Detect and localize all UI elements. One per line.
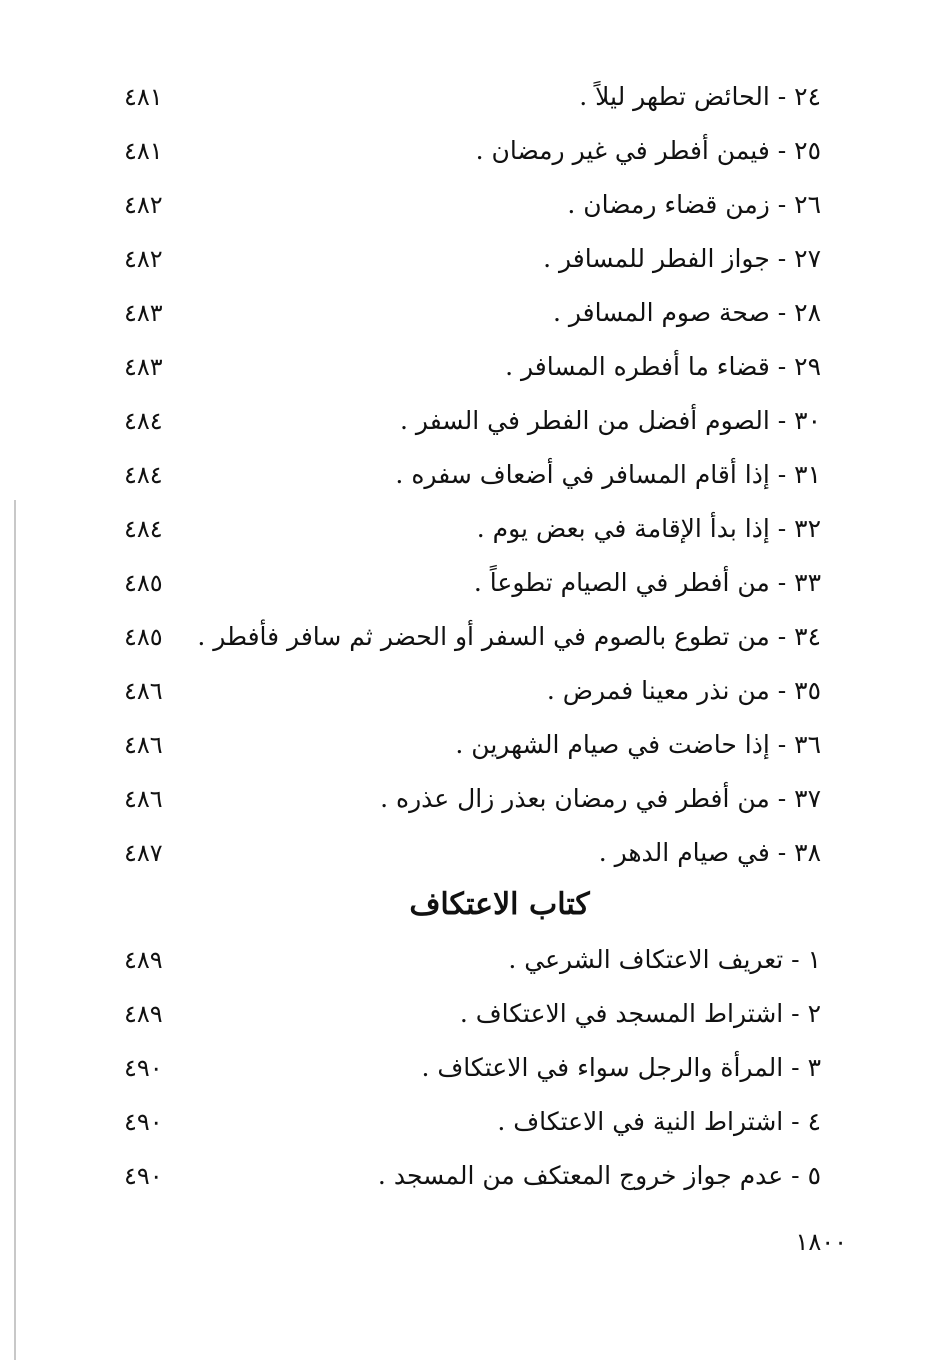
toc-entry-label: ٤ - اشتراط النية في الاعتكاف .: [497, 1107, 821, 1136]
toc-entry-label: ٣٧ - من أفطر في رمضان بعذر زال عذره .: [380, 784, 821, 813]
toc-entry-label: ٢٨ - صحة صوم المسافر .: [552, 298, 821, 327]
toc-entry-label: ١ - تعريف الاعتكاف الشرعي .: [508, 945, 821, 974]
toc-entry-page: ٤٨٥: [124, 622, 163, 651]
toc-entry-page: ٤٨٣: [124, 298, 163, 327]
toc-entry-page: ٤٨٤: [124, 514, 163, 543]
toc-entry: [0, 987, 939, 1041]
toc-entry: [0, 826, 939, 880]
toc-entry: [0, 178, 939, 232]
toc-entry: [0, 1041, 939, 1095]
toc-entry: [0, 1149, 939, 1203]
toc-entry: [0, 502, 939, 556]
toc-entry: [0, 933, 939, 987]
toc-entry: [0, 232, 939, 286]
toc-entry-page: ٤٩٠: [124, 1053, 163, 1082]
toc-entry-page: ٤٨٩: [124, 945, 163, 974]
toc-entry-page: ٤٨١: [124, 82, 163, 111]
toc-entry-page: ٤٨٦: [124, 730, 163, 759]
toc-entry-page: ٤٨٢: [124, 190, 163, 219]
toc-entry-page: ٤٩٠: [124, 1161, 163, 1190]
toc-entry: [0, 448, 939, 502]
toc-entry-page: ٤٨٦: [124, 784, 163, 813]
toc-entry-label: ٣٥ - من نذر معينا فمرض .: [546, 676, 821, 705]
toc-entry-page: ٤٩٠: [124, 1107, 163, 1136]
toc-entry-page: ٤٨٢: [124, 244, 163, 273]
toc-entry-label: ٢٤ - الحائض تطهر ليلاً .: [579, 82, 821, 111]
toc-entry-label: ٣٤ - من تطوع بالصوم في السفر أو الحضر ثم سافر فأفطر .: [197, 622, 821, 651]
toc-entry: [0, 394, 939, 448]
toc-entry: [0, 1095, 939, 1149]
toc-entry: [0, 772, 939, 826]
toc-entry: [0, 718, 939, 772]
toc-entry-label: ٥ - عدم جواز خروج المعتكف من المسجد .: [377, 1161, 821, 1190]
toc-entry-label: ٢٦ - زمن قضاء رمضان .: [567, 190, 821, 219]
toc-entry-label: ٣٢ - إذا بدأ الإقامة في بعض يوم .: [476, 514, 821, 543]
toc-entry: [0, 610, 939, 664]
toc-entry: [0, 664, 939, 718]
toc-entry-page: ٤٨٣: [124, 352, 163, 381]
toc-entry-page: ٤٨٤: [124, 460, 163, 489]
toc-entry-label: ٣٣ - من أفطر في الصيام تطوعاً .: [473, 568, 821, 597]
toc-entry-label: ٢٩ - قضاء ما أفطره المسافر .: [505, 352, 821, 381]
toc-entry-label: ٢ - اشتراط المسجد في الاعتكاف .: [459, 999, 821, 1028]
toc-entry-label: ٢٥ - فيمن أفطر في غير رمضان .: [475, 136, 821, 165]
toc-entry-page: ٤٨٧: [124, 838, 163, 867]
toc-entry: [0, 70, 939, 124]
toc-entry-label: ٣ - المرأة والرجل سواء في الاعتكاف .: [421, 1053, 821, 1082]
section-heading: [0, 880, 939, 930]
toc-entry: [0, 556, 939, 610]
toc-entry: [0, 124, 939, 178]
toc-entry-label: ٣٦ - إذا حاضت في صيام الشهرين .: [455, 730, 821, 759]
toc-entry-label: ٢٧ - جواز الفطر للمسافر .: [543, 244, 821, 273]
toc-entry-page: ٤٨٩: [124, 999, 163, 1028]
toc-entry-label: ٣٨ - في صيام الدهر .: [598, 838, 821, 867]
toc-entry: [0, 340, 939, 394]
toc-entry-page: ٤٨٥: [124, 568, 163, 597]
section-heading-text: كتاب الاعتكاف: [409, 887, 590, 922]
toc-entry: [0, 286, 939, 340]
toc-entry-label: ٣٠ - الصوم أفضل من الفطر في السفر .: [400, 406, 821, 435]
toc-entry-page: ٤٨١: [124, 136, 163, 165]
toc-entry-page: ٤٨٦: [124, 676, 163, 705]
page-number: ١٨٠٠: [795, 1228, 847, 1256]
toc-entry-page: ٤٨٤: [124, 406, 163, 435]
toc-entry-label: ٣١ - إذا أقام المسافر في أضعاف سفره .: [395, 460, 821, 489]
